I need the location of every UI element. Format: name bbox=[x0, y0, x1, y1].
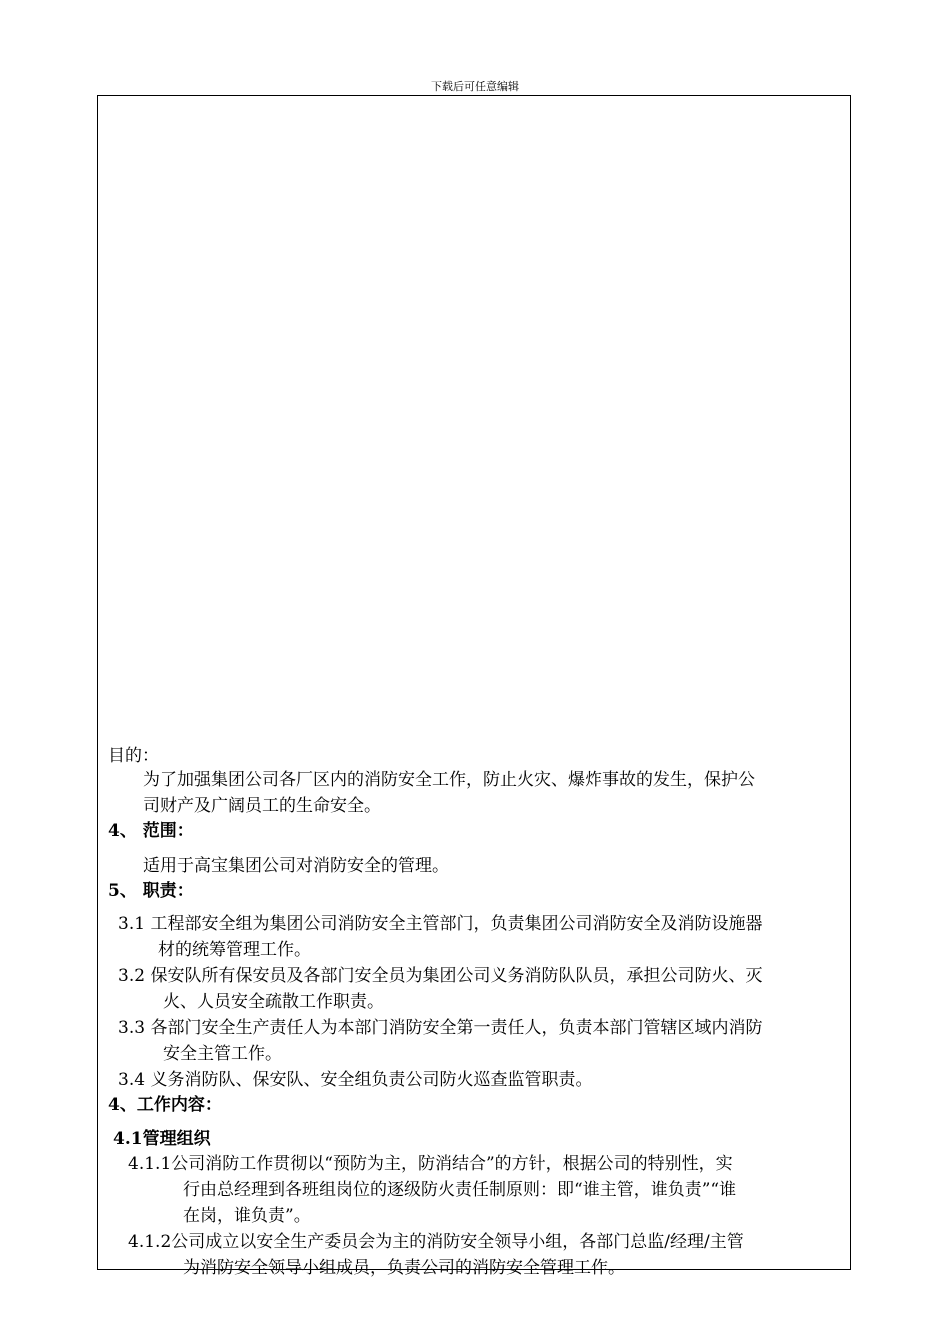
duty-item-continuation: 火、人员安全疏散工作职责。 bbox=[163, 992, 384, 1012]
duty-item-continuation: 材的统筹管理工作。 bbox=[158, 940, 311, 960]
duty-item-text: 3.1 工程部安全组为集团公司消防安全主管部门，负责集团公司消防安全及消防设施器 bbox=[118, 914, 763, 934]
management-subheading: 4.1管理组织 bbox=[113, 1129, 211, 1149]
duty-item-3-2 bbox=[118, 963, 850, 1015]
scope-heading: 4、 范围： bbox=[108, 821, 194, 841]
purpose-text-line-2: 司财产及广阔员工的生命安全。 bbox=[143, 796, 381, 816]
purpose-heading: 目的： bbox=[108, 746, 159, 766]
duty-item-3-1 bbox=[118, 911, 850, 963]
document-frame bbox=[97, 95, 851, 1278]
document-content bbox=[98, 745, 850, 1281]
work-item-continuation: 为消防安全领导小组成员，负责公司的消防安全管理工作。 bbox=[183, 1258, 625, 1278]
scope-text: 适用于高宝集团公司对消防安全的管理。 bbox=[143, 856, 449, 876]
duty-item-3-3 bbox=[118, 1015, 850, 1067]
purpose-text-line-1: 为了加强集团公司各厂区内的消防安全工作，防止火灾、爆炸事故的发生，保护公 bbox=[143, 770, 755, 790]
work-item-4-1-1 bbox=[128, 1151, 850, 1229]
duties-heading: 5、 职责： bbox=[108, 881, 194, 901]
work-heading: 4、工作内容： bbox=[108, 1095, 222, 1115]
work-item-text: 4.1.2公司成立以安全生产委员会为主的消防安全领导小组，各部门总监/经理/主管 bbox=[128, 1232, 744, 1252]
duty-item-text: 3.2 保安队所有保安员及各部门安全员为集团公司义务消防队队员，承担公司防火、灭 bbox=[118, 966, 763, 986]
duty-item-text: 3.4 义务消防队、保安队、安全组负责公司防火巡查监管职责。 bbox=[118, 1070, 593, 1090]
header-note: 下载后可任意编辑 bbox=[431, 80, 519, 93]
work-item-text: 4.1.1公司消防工作贯彻以“预防为主，防消结合”的方针，根据公司的特别性，实 bbox=[128, 1154, 733, 1174]
duty-item-continuation: 安全主管工作。 bbox=[163, 1044, 282, 1064]
duty-item-text: 3.3 各部门安全生产责任人为本部门消防安全第一责任人，负责本部门管辖区域内消防 bbox=[118, 1018, 763, 1038]
work-item-4-1-2 bbox=[128, 1229, 850, 1281]
work-item-continuation: 在岗，谁负责”。 bbox=[183, 1206, 311, 1226]
duty-item-3-4 bbox=[118, 1067, 850, 1093]
work-item-continuation: 行由总经理到各班组岗位的逐级防火责任制原则：即“谁主管，谁负责”“谁 bbox=[183, 1180, 737, 1200]
